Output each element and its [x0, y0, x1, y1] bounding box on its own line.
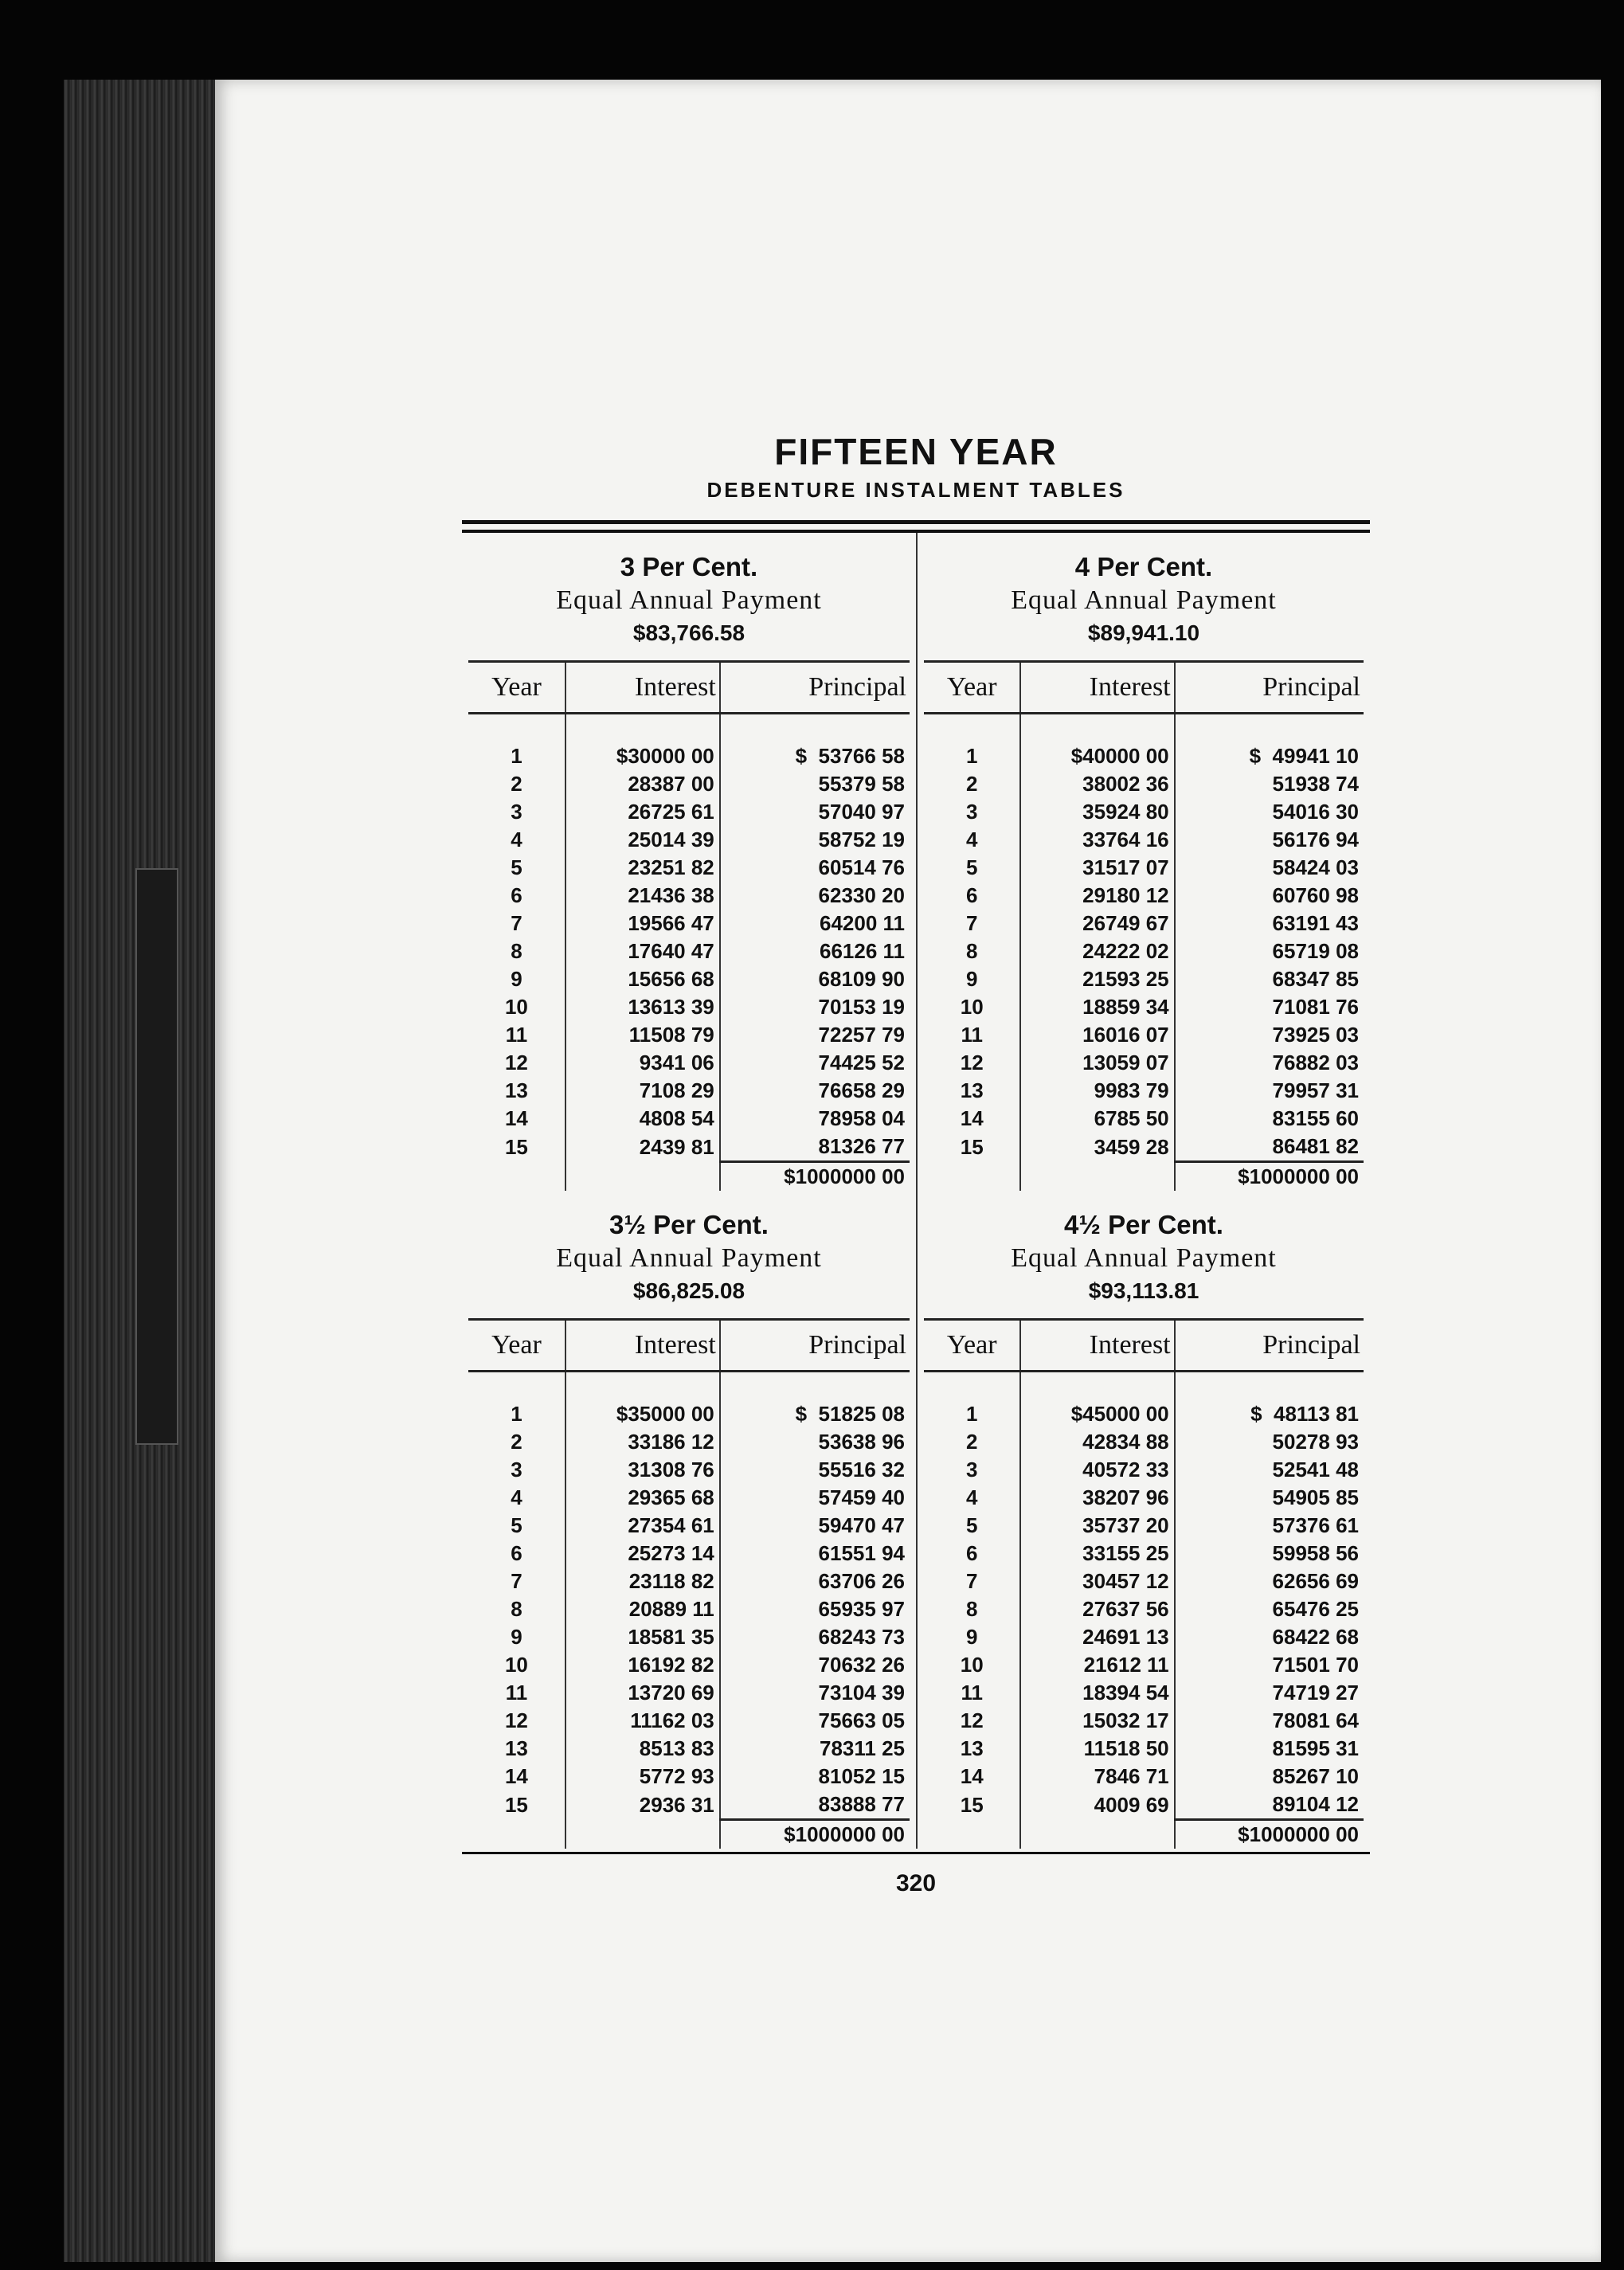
year-cell: 8: [965, 939, 978, 963]
table-row: [468, 1484, 910, 1512]
interest-cell: 16192 82: [565, 1651, 720, 1679]
table-row: [924, 1540, 1364, 1567]
interest-cell: 7846 71: [1020, 1763, 1174, 1791]
interest-cell: 33155 25: [1020, 1540, 1174, 1567]
payment-label: Equal Annual Payment: [1011, 585, 1277, 615]
year-cell: 9: [965, 1625, 978, 1649]
table-row: [468, 1456, 910, 1484]
instalment-table: [468, 660, 910, 1191]
rate-label: 4½ Per Cent.: [1064, 1210, 1223, 1239]
interest-cell: 18581 35: [565, 1623, 720, 1651]
interest-column-header: Interest: [565, 662, 720, 714]
table-row: [924, 1021, 1364, 1049]
principal-cell: 66126 11: [720, 937, 910, 965]
table-row: [924, 1791, 1364, 1820]
interest-cell: 31308 76: [565, 1456, 720, 1484]
table-row: [468, 1679, 910, 1707]
principal-cell: 65935 97: [720, 1595, 910, 1623]
interest-cell: $40000 00: [1020, 742, 1174, 770]
principal-cell: 60514 76: [720, 854, 910, 882]
year-cell: 4: [965, 1485, 978, 1509]
rate-table-heading: [468, 1191, 910, 1318]
year-cell: 3: [511, 1458, 522, 1481]
interest-cell: 5772 93: [565, 1763, 720, 1791]
principal-cell: 62330 20: [720, 882, 910, 910]
interest-cell: 29180 12: [1020, 882, 1174, 910]
table-row: [468, 1077, 910, 1105]
year-cell: 14: [960, 1764, 984, 1788]
payment-amount: $86,825.08: [632, 1278, 745, 1303]
table-row: [924, 1456, 1364, 1484]
table-row: [924, 854, 1364, 882]
interest-cell: 25273 14: [565, 1540, 720, 1567]
table-row: [468, 770, 910, 798]
table-row: [468, 1791, 910, 1820]
year-cell: 11: [961, 1023, 983, 1047]
interest-cell: 2936 31: [565, 1791, 720, 1820]
year-cell: 1: [965, 1402, 978, 1426]
interest-cell: 21436 38: [565, 882, 720, 910]
principal-total: $1000000 00: [1175, 1162, 1364, 1192]
principal-cell: 85267 10: [1175, 1763, 1364, 1791]
year-cell: 12: [960, 1708, 984, 1732]
table-row: [924, 965, 1364, 993]
interest-column-header: Interest: [565, 1320, 720, 1372]
table-row: [468, 854, 910, 882]
principal-total: $1000000 00: [1175, 1820, 1364, 1849]
interest-cell: 23118 82: [565, 1567, 720, 1595]
interest-cell: 4009 69: [1020, 1791, 1174, 1820]
year-cell: 5: [965, 855, 978, 879]
table-row: [924, 770, 1364, 798]
year-cell: 13: [960, 1736, 984, 1760]
table-row: [924, 1133, 1364, 1162]
interest-cell: 15032 17: [1020, 1707, 1174, 1735]
principal-cell: 73925 03: [1175, 1021, 1364, 1049]
rate-label: 3 Per Cent.: [620, 552, 758, 581]
principal-cell: 81326 77: [720, 1133, 910, 1162]
interest-cell: 25014 39: [565, 826, 720, 854]
year-cell: 5: [511, 1513, 522, 1537]
principal-cell: 58752 19: [720, 826, 910, 854]
table-row: [924, 1484, 1364, 1512]
interest-cell: $30000 00: [565, 742, 720, 770]
interest-cell: 27354 61: [565, 1512, 720, 1540]
principal-cell: 55516 32: [720, 1456, 910, 1484]
table-row: [924, 1049, 1364, 1077]
payment-amount: $93,113.81: [1088, 1278, 1199, 1303]
year-cell: 10: [960, 995, 984, 1019]
principal-cell: 68422 68: [1175, 1623, 1364, 1651]
year-column-header: Year: [924, 662, 1020, 714]
rate-table-block: [916, 1191, 1370, 1849]
table-row: [468, 1105, 910, 1133]
year-cell: 4: [965, 828, 978, 851]
interest-cell: 26749 67: [1020, 910, 1174, 937]
instalment-table: [924, 660, 1364, 1191]
principal-cell: 59470 47: [720, 1512, 910, 1540]
year-cell: 11: [961, 1681, 983, 1704]
principal-column-header: Principal: [1175, 662, 1364, 714]
table-row: [924, 1595, 1364, 1623]
interest-cell: 30457 12: [1020, 1567, 1174, 1595]
year-cell: 11: [505, 1023, 528, 1047]
principal-cell: 89104 12: [1175, 1791, 1364, 1820]
interest-cell: 35924 80: [1020, 798, 1174, 826]
instalment-table: [468, 1318, 910, 1849]
principal-cell: 58424 03: [1175, 854, 1364, 882]
principal-cell: 60760 98: [1175, 882, 1364, 910]
interest-cell: 33186 12: [565, 1428, 720, 1456]
table-row: [924, 1651, 1364, 1679]
book-page: [215, 80, 1601, 2262]
interest-cell: 9983 79: [1020, 1077, 1174, 1105]
page-number: 320: [895, 1870, 937, 1896]
year-cell: 5: [511, 855, 522, 879]
year-cell: 6: [511, 883, 522, 907]
rate-table-heading: [924, 1191, 1364, 1318]
interest-cell: 26725 61: [565, 798, 720, 826]
interest-column-header: Interest: [1020, 662, 1174, 714]
principal-column-header: Principal: [720, 662, 910, 714]
table-row: [924, 937, 1364, 965]
interest-cell: $35000 00: [565, 1400, 720, 1428]
principal-cell: 70153 19: [720, 993, 910, 1021]
interest-cell: 38002 36: [1020, 770, 1174, 798]
principal-cell: 55379 58: [720, 770, 910, 798]
interest-cell: 18859 34: [1020, 993, 1174, 1021]
year-cell: 8: [511, 939, 522, 963]
table-row: [924, 910, 1364, 937]
rate-table-block: [916, 533, 1370, 1191]
principal-cell: 83888 77: [720, 1791, 910, 1820]
interest-cell: 28387 00: [565, 770, 720, 798]
table-row: [924, 826, 1364, 854]
principal-cell: $ 48113 81: [1175, 1400, 1364, 1428]
year-cell: 10: [504, 995, 528, 1019]
table-row: [468, 965, 910, 993]
table-row: [924, 1763, 1364, 1791]
principal-cell: 52541 48: [1175, 1456, 1364, 1484]
interest-column-header: Interest: [1020, 1320, 1174, 1372]
year-cell: 13: [504, 1078, 528, 1102]
table-row: [468, 1540, 910, 1567]
interest-cell: 15656 68: [565, 965, 720, 993]
year-cell: 7: [965, 911, 978, 935]
interest-cell: 13059 07: [1020, 1049, 1174, 1077]
year-cell: 2: [511, 772, 522, 796]
interest-cell: 38207 96: [1020, 1484, 1174, 1512]
table-row: [468, 1567, 910, 1595]
principal-column-header: Principal: [1175, 1320, 1364, 1372]
year-cell: 2: [965, 772, 978, 796]
year-cell: 1: [965, 744, 978, 768]
table-row: [468, 826, 910, 854]
year-cell: 4: [511, 1485, 522, 1509]
principal-cell: 65476 25: [1175, 1595, 1364, 1623]
principal-cell: 71081 76: [1175, 993, 1364, 1021]
principal-cell: 53638 96: [720, 1428, 910, 1456]
interest-cell: 16016 07: [1020, 1021, 1174, 1049]
principal-total: $1000000 00: [720, 1820, 910, 1849]
principal-cell: 70632 26: [720, 1651, 910, 1679]
table-row: [468, 910, 910, 937]
year-cell: 9: [511, 967, 522, 991]
interest-cell: 11508 79: [565, 1021, 720, 1049]
table-row: [924, 1735, 1364, 1763]
table-row: [468, 1623, 910, 1651]
interest-cell: 13720 69: [565, 1679, 720, 1707]
year-cell: 15: [504, 1134, 528, 1159]
payment-amount: $89,941.10: [1087, 620, 1200, 645]
interest-cell: 7108 29: [565, 1077, 720, 1105]
tables-grid: [462, 533, 1370, 1849]
rate-table-block: [462, 1191, 916, 1849]
table-row: [924, 798, 1364, 826]
year-cell: 6: [965, 1541, 978, 1565]
interest-cell: 18394 54: [1020, 1679, 1174, 1707]
page-title: FIFTEEN YEAR: [774, 431, 1058, 472]
table-row: [468, 1133, 910, 1162]
interest-cell: 20889 11: [565, 1595, 720, 1623]
interest-cell: 24691 13: [1020, 1623, 1174, 1651]
year-cell: 10: [960, 1653, 984, 1677]
table-row: [468, 1595, 910, 1623]
interest-cell: 42834 88: [1020, 1428, 1174, 1456]
interest-cell: 11162 03: [565, 1707, 720, 1735]
interest-cell: 27637 56: [1020, 1595, 1174, 1623]
principal-cell: 57376 61: [1175, 1512, 1364, 1540]
year-cell: 7: [511, 1569, 522, 1593]
principal-cell: 63706 26: [720, 1567, 910, 1595]
year-cell: 7: [511, 911, 522, 935]
payment-label: Equal Annual Payment: [556, 585, 822, 615]
principal-cell: 54016 30: [1175, 798, 1364, 826]
year-cell: 12: [960, 1051, 984, 1074]
table-row: [468, 1707, 910, 1735]
principal-cell: 75663 05: [720, 1707, 910, 1735]
principal-cell: 71501 70: [1175, 1651, 1364, 1679]
year-cell: 14: [960, 1106, 984, 1130]
payment-label: Equal Annual Payment: [556, 1243, 822, 1273]
principal-cell: $ 49941 10: [1175, 742, 1364, 770]
rate-table-heading: [924, 533, 1364, 660]
rate-table-block: [462, 533, 916, 1191]
table-row: [924, 993, 1364, 1021]
interest-cell: $45000 00: [1020, 1400, 1174, 1428]
year-cell: 7: [965, 1569, 978, 1593]
principal-cell: 56176 94: [1175, 826, 1364, 854]
interest-cell: 21593 25: [1020, 965, 1174, 993]
principal-cell: 83155 60: [1175, 1105, 1364, 1133]
year-cell: 14: [504, 1764, 528, 1788]
year-cell: 6: [511, 1541, 522, 1565]
principal-cell: 78311 25: [720, 1735, 910, 1763]
principal-cell: 76658 29: [720, 1077, 910, 1105]
page-subtitle: DEBENTURE INSTALMENT TABLES: [706, 478, 1125, 502]
table-row: [924, 1105, 1364, 1133]
principal-cell: 50278 93: [1175, 1428, 1364, 1456]
interest-cell: 8513 83: [565, 1735, 720, 1763]
page-content: [462, 430, 1370, 1897]
principal-cell: 76882 03: [1175, 1049, 1364, 1077]
year-cell: 9: [511, 1625, 522, 1649]
principal-cell: 57459 40: [720, 1484, 910, 1512]
year-cell: 5: [965, 1513, 978, 1537]
year-cell: 8: [965, 1597, 978, 1621]
year-column-header: Year: [468, 1320, 565, 1372]
interest-cell: 17640 47: [565, 937, 720, 965]
principal-cell: 81052 15: [720, 1763, 910, 1791]
principal-cell: 61551 94: [720, 1540, 910, 1567]
bottom-rule: [462, 1852, 1370, 1854]
rate-table-heading: [468, 533, 910, 660]
interest-cell: 29365 68: [565, 1484, 720, 1512]
spine-label: [135, 868, 178, 1445]
year-cell: 3: [511, 800, 522, 824]
interest-cell: 3459 28: [1020, 1133, 1174, 1162]
table-row: [924, 1707, 1364, 1735]
table-row: [924, 742, 1364, 770]
year-cell: 1: [511, 1402, 522, 1426]
principal-cell: 65719 08: [1175, 937, 1364, 965]
interest-cell: 35737 20: [1020, 1512, 1174, 1540]
year-cell: 8: [511, 1597, 522, 1621]
year-cell: 11: [505, 1681, 528, 1704]
year-cell: 12: [504, 1051, 528, 1074]
year-cell: 1: [511, 744, 522, 768]
table-row: [468, 1651, 910, 1679]
year-cell: 9: [965, 967, 978, 991]
principal-column-header: Principal: [720, 1320, 910, 1372]
year-cell: 14: [504, 1106, 528, 1130]
interest-cell: 2439 81: [565, 1133, 720, 1162]
table-row: [468, 937, 910, 965]
principal-cell: 86481 82: [1175, 1133, 1364, 1162]
principal-cell: 51938 74: [1175, 770, 1364, 798]
table-row: [468, 882, 910, 910]
interest-cell: 24222 02: [1020, 937, 1174, 965]
table-row: [924, 1077, 1364, 1105]
table-row: [924, 1428, 1364, 1456]
payment-amount: $83,766.58: [632, 620, 745, 645]
table-row: [468, 1512, 910, 1540]
year-cell: 4: [511, 828, 522, 851]
table-row: [468, 798, 910, 826]
interest-cell: 13613 39: [565, 993, 720, 1021]
table-row: [468, 1763, 910, 1791]
principal-cell: 78081 64: [1175, 1707, 1364, 1735]
principal-cell: 63191 43: [1175, 910, 1364, 937]
year-cell: 2: [511, 1430, 522, 1454]
principal-cell: 78958 04: [720, 1105, 910, 1133]
principal-cell: 64200 11: [720, 910, 910, 937]
principal-cell: $ 51825 08: [720, 1400, 910, 1428]
table-row: [924, 1567, 1364, 1595]
principal-cell: 54905 85: [1175, 1484, 1364, 1512]
interest-cell: 19566 47: [565, 910, 720, 937]
interest-cell: 23251 82: [565, 854, 720, 882]
principal-cell: 68347 85: [1175, 965, 1364, 993]
year-cell: 13: [504, 1736, 528, 1760]
year-cell: 15: [960, 1792, 984, 1817]
table-row: [924, 1623, 1364, 1651]
interest-cell: 21612 11: [1020, 1651, 1174, 1679]
year-cell: 12: [504, 1708, 528, 1732]
table-row: [924, 1400, 1364, 1428]
principal-cell: 68243 73: [720, 1623, 910, 1651]
year-cell: 10: [504, 1653, 528, 1677]
interest-cell: 11518 50: [1020, 1735, 1174, 1763]
table-row: [468, 1428, 910, 1456]
table-row: [468, 742, 910, 770]
principal-cell: 62656 69: [1175, 1567, 1364, 1595]
principal-cell: 74425 52: [720, 1049, 910, 1077]
instalment-table: [924, 1318, 1364, 1849]
year-cell: 3: [965, 800, 978, 824]
year-cell: 15: [960, 1134, 984, 1159]
table-row: [924, 1679, 1364, 1707]
table-row: [468, 1400, 910, 1428]
interest-cell: 9341 06: [565, 1049, 720, 1077]
year-column-header: Year: [924, 1320, 1020, 1372]
table-row: [468, 1021, 910, 1049]
year-column-header: Year: [468, 662, 565, 714]
principal-total: $1000000 00: [720, 1162, 910, 1192]
rate-label: 3½ Per Cent.: [609, 1210, 769, 1239]
principal-cell: 72257 79: [720, 1021, 910, 1049]
year-cell: 15: [504, 1792, 528, 1817]
principal-cell: 59958 56: [1175, 1540, 1364, 1567]
table-row: [468, 1049, 910, 1077]
year-cell: 6: [965, 883, 978, 907]
year-cell: 3: [965, 1458, 978, 1481]
table-row: [924, 1512, 1364, 1540]
table-row: [468, 1735, 910, 1763]
principal-cell: 81595 31: [1175, 1735, 1364, 1763]
table-row: [468, 993, 910, 1021]
payment-label: Equal Annual Payment: [1011, 1243, 1277, 1273]
principal-cell: 68109 90: [720, 965, 910, 993]
principal-cell: 79957 31: [1175, 1077, 1364, 1105]
table-row: [924, 882, 1364, 910]
year-cell: 13: [960, 1078, 984, 1102]
principal-cell: 74719 27: [1175, 1679, 1364, 1707]
interest-cell: 4808 54: [565, 1105, 720, 1133]
interest-cell: 31517 07: [1020, 854, 1174, 882]
interest-cell: 6785 50: [1020, 1105, 1174, 1133]
rate-label: 4 Per Cent.: [1074, 552, 1213, 581]
interest-cell: 33764 16: [1020, 826, 1174, 854]
year-cell: 2: [965, 1430, 978, 1454]
principal-cell: 73104 39: [720, 1679, 910, 1707]
interest-cell: 40572 33: [1020, 1456, 1174, 1484]
header-double-rule: [462, 520, 1370, 533]
principal-cell: 57040 97: [720, 798, 910, 826]
principal-cell: $ 53766 58: [720, 742, 910, 770]
